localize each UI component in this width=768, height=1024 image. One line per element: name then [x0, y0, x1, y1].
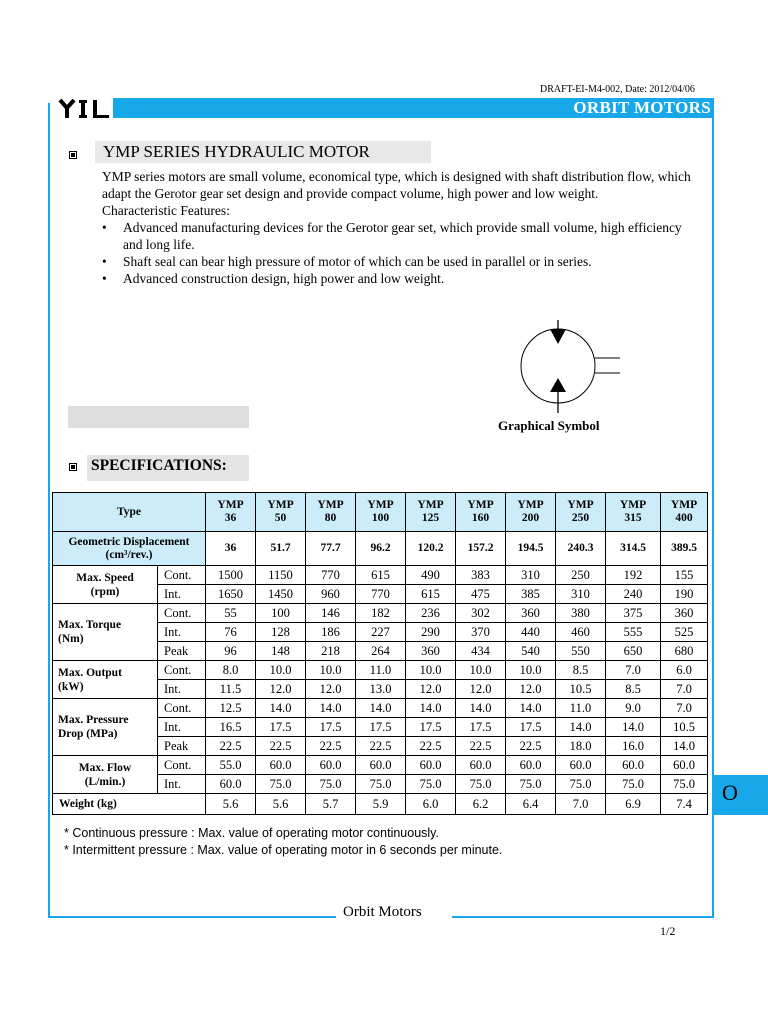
table-cell: 8.5	[606, 680, 661, 699]
header-bar	[113, 98, 714, 118]
motor-graphical-symbol	[510, 320, 630, 415]
cell-line: (cm³/rev.)	[105, 548, 153, 561]
table-cell: 75.0	[556, 775, 606, 794]
cell-line: 100	[371, 512, 390, 524]
cell-line: YMP	[267, 499, 294, 511]
table-cell: 11.0	[556, 699, 606, 718]
cell-line: YMP	[367, 499, 394, 511]
table-cell: 16.5	[206, 718, 256, 737]
table-cell: 60.0	[606, 756, 661, 775]
table-cell: 60.0	[556, 756, 606, 775]
table-cell: 615	[356, 566, 406, 585]
footnotes	[64, 825, 502, 859]
table-cell: 290	[406, 623, 456, 642]
table-row	[53, 661, 708, 680]
row-sub-label: Int.	[158, 775, 206, 794]
cell-line: Max. Flow	[78, 761, 132, 774]
table-cell: 7.0	[606, 661, 661, 680]
table-cell: 360	[406, 642, 456, 661]
cell-line: YMP	[517, 499, 544, 511]
table-cell: 10.0	[406, 661, 456, 680]
table-cell: 186	[306, 623, 356, 642]
table-cell: 7.0	[661, 699, 708, 718]
table-cell: 240.3	[556, 532, 606, 566]
table-row	[53, 566, 708, 585]
table-cell: 14.0	[556, 718, 606, 737]
table-cell: 22.5	[356, 737, 406, 756]
cell-line: YMP	[317, 499, 344, 511]
cell-line: YMP	[619, 499, 647, 511]
cell-line: Max. Output	[58, 666, 122, 679]
table-cell: 75.0	[506, 775, 556, 794]
model-header	[206, 493, 256, 532]
table-cell: 7.0	[661, 680, 708, 699]
table-cell: 525	[661, 623, 708, 642]
table-cell: 434	[456, 642, 506, 661]
table-cell: 960	[306, 585, 356, 604]
table-cell: 22.5	[256, 737, 306, 756]
table-cell: 17.5	[406, 718, 456, 737]
table-cell: 12.5	[206, 699, 256, 718]
table-cell: 770	[356, 585, 406, 604]
table-cell: 7.0	[556, 794, 606, 815]
table-cell: 6.2	[456, 794, 506, 815]
cell-line: 125	[421, 512, 440, 524]
cell-line: (rpm)	[90, 585, 120, 598]
table-cell: 75.0	[456, 775, 506, 794]
table-cell: 77.7	[306, 532, 356, 566]
table-cell: 96	[206, 642, 256, 661]
table-cell: 76	[206, 623, 256, 642]
cell-line: 250	[571, 512, 590, 524]
intro-text-block	[102, 168, 702, 287]
table-cell: 60.0	[256, 756, 306, 775]
section-title-shade	[95, 141, 431, 163]
row-sub-label: Cont.	[158, 566, 206, 585]
table-cell: 75.0	[256, 775, 306, 794]
section-bullet-icon	[69, 151, 77, 159]
footer-title: Orbit Motors	[343, 904, 422, 920]
table-cell: 218	[306, 642, 356, 661]
table-cell: 14.0	[606, 718, 661, 737]
table-cell: 14.0	[661, 737, 708, 756]
table-cell: 440	[506, 623, 556, 642]
table-cell: 14.0	[506, 699, 556, 718]
features-label: Characteristic Features:	[102, 203, 230, 218]
table-cell: 17.5	[256, 718, 306, 737]
table-row	[53, 604, 708, 623]
cell-line: 315	[624, 512, 642, 524]
cell-line: YMP	[567, 499, 594, 511]
cell-line: YMP	[417, 499, 444, 511]
table-cell: 60.0	[356, 756, 406, 775]
table-cell: 383	[456, 566, 506, 585]
symbol-caption: Graphical Symbol	[498, 418, 600, 433]
table-cell: 615	[406, 585, 456, 604]
table-cell: 10.0	[456, 661, 506, 680]
frame-bottom-left-rule	[48, 916, 336, 918]
company-logo	[58, 95, 114, 119]
table-cell: 5.7	[306, 794, 356, 815]
table-row	[53, 699, 708, 718]
table-cell: 182	[356, 604, 406, 623]
table-cell: 60.0	[661, 756, 708, 775]
table-cell: 7.4	[661, 794, 708, 815]
displacement-label	[53, 532, 206, 566]
table-cell: 155	[661, 566, 708, 585]
table-row	[53, 756, 708, 775]
table-cell: 18.0	[556, 737, 606, 756]
row-sub-label: Int.	[158, 718, 206, 737]
table-cell: 10.0	[506, 661, 556, 680]
table-cell: 1650	[206, 585, 256, 604]
table-cell: 60.0	[206, 775, 256, 794]
row-sub-label: Cont.	[158, 699, 206, 718]
features-list	[102, 219, 702, 287]
table-cell: 490	[406, 566, 456, 585]
table-cell: 770	[306, 566, 356, 585]
table-cell: 1500	[206, 566, 256, 585]
table-cell: 370	[456, 623, 506, 642]
section-title-shade	[87, 455, 249, 481]
row-group-label	[53, 756, 158, 794]
table-cell: 1150	[256, 566, 306, 585]
table-cell: 120.2	[406, 532, 456, 566]
table-cell: 310	[506, 566, 556, 585]
table-cell: 16.0	[606, 737, 661, 756]
table-cell: 12.0	[406, 680, 456, 699]
table-cell: 555	[606, 623, 661, 642]
table-cell: 5.6	[206, 794, 256, 815]
cell-line: (kW)	[58, 680, 84, 693]
table-cell: 14.0	[406, 699, 456, 718]
table-cell: 8.5	[556, 661, 606, 680]
table-cell: 12.0	[306, 680, 356, 699]
cell-line: Max. Torque	[58, 619, 122, 631]
table-cell: 146	[306, 604, 356, 623]
table-cell: 17.5	[306, 718, 356, 737]
table-row	[53, 532, 708, 566]
weight-label: Weight (kg)	[53, 794, 206, 815]
table-cell: 55.0	[206, 756, 256, 775]
table-cell: 12.0	[256, 680, 306, 699]
section-bullet-icon	[69, 463, 77, 471]
table-cell: 240	[606, 585, 661, 604]
table-cell: 310	[556, 585, 606, 604]
model-header	[506, 493, 556, 532]
table-cell: 11.0	[356, 661, 406, 680]
table-cell: 12.0	[506, 680, 556, 699]
table-header-row	[53, 493, 708, 532]
model-header	[661, 493, 708, 532]
table-cell: 1450	[256, 585, 306, 604]
cell-line: YMP	[467, 499, 494, 511]
table-cell: 9.0	[606, 699, 661, 718]
cell-line: Drop (MPa)	[58, 728, 118, 740]
table-cell: 375	[606, 604, 661, 623]
table-cell: 6.0	[661, 661, 708, 680]
table-cell: 380	[556, 604, 606, 623]
table-cell: 128	[256, 623, 306, 642]
table-cell: 75.0	[606, 775, 661, 794]
row-sub-label: Int.	[158, 680, 206, 699]
table-cell: 389.5	[661, 532, 708, 566]
model-header	[256, 493, 306, 532]
cell-line: 36	[224, 512, 237, 524]
table-cell: 385	[506, 585, 556, 604]
table-cell: 5.6	[256, 794, 306, 815]
table-cell: 60.0	[306, 756, 356, 775]
table-cell: 6.9	[606, 794, 661, 815]
page-number: 1/2	[660, 924, 676, 938]
row-sub-label: Cont.	[158, 756, 206, 775]
table-cell: 10.0	[256, 661, 306, 680]
table-cell: 22.5	[456, 737, 506, 756]
document-id: DRAFT-EI-M4-002, Date: 2012/04/06	[540, 84, 695, 95]
table-cell: 360	[506, 604, 556, 623]
table-cell: 60.0	[456, 756, 506, 775]
table-cell: 8.0	[206, 661, 256, 680]
cell-line: 400	[675, 512, 693, 524]
table-cell: 75.0	[356, 775, 406, 794]
table-cell: 22.5	[206, 737, 256, 756]
table-cell: 60.0	[406, 756, 456, 775]
table-cell: 17.5	[356, 718, 406, 737]
table-cell: 22.5	[306, 737, 356, 756]
table-cell: 460	[556, 623, 606, 642]
cell-line: (L/min.)	[84, 775, 126, 788]
table-cell: 11.5	[206, 680, 256, 699]
cell-line: YMP	[670, 499, 698, 511]
model-header	[606, 493, 661, 532]
specifications-table	[52, 492, 708, 815]
table-cell: 227	[356, 623, 406, 642]
table-cell: 192	[606, 566, 661, 585]
feature-item: • Advanced construction design, high power and low weight.	[102, 270, 702, 287]
cell-line: 50	[274, 512, 287, 524]
cell-line: Geometric Displacement	[68, 535, 190, 548]
model-header	[356, 493, 406, 532]
table-cell: 5.9	[356, 794, 406, 815]
model-header	[456, 493, 506, 532]
section-title: YMP SERIES HYDRAULIC MOTOR	[103, 142, 370, 161]
cell-line: 80	[324, 512, 337, 524]
table-cell: 14.0	[356, 699, 406, 718]
row-sub-label: Cont.	[158, 661, 206, 680]
footnote: * Intermittent pressure : Max. value of operating motor in 6 seconds per minute.	[64, 843, 503, 857]
table-cell: 194.5	[506, 532, 556, 566]
table-cell: 475	[456, 585, 506, 604]
row-sub-label: Int.	[158, 623, 206, 642]
table-cell: 17.5	[456, 718, 506, 737]
table-cell: 6.4	[506, 794, 556, 815]
grey-placeholder-bar	[68, 406, 249, 428]
frame-bottom-right-rule	[452, 916, 714, 918]
table-cell: 302	[456, 604, 506, 623]
table-cell: 55	[206, 604, 256, 623]
header-title: ORBIT MOTORS	[573, 98, 711, 117]
cell-line: YMP	[217, 499, 244, 511]
feature-item: • Shaft seal can bear high pressure of motor of which can be used in parallel or in series.	[102, 253, 702, 270]
frame-left-rule	[48, 103, 50, 918]
table-cell: 22.5	[406, 737, 456, 756]
table-cell: 680	[661, 642, 708, 661]
row-group-label	[53, 566, 158, 604]
table-cell: 540	[506, 642, 556, 661]
cell-line: (Nm)	[58, 633, 84, 645]
table-cell: 14.0	[256, 699, 306, 718]
row-group-label	[53, 604, 158, 661]
section-index-tab[interactable]	[713, 775, 768, 815]
table-cell: 75.0	[406, 775, 456, 794]
intro-paragraph: YMP series motors are small volume, economical type, which is designed with shaft distribution flow, which adapt the Gerotor gear set design and provide compact volume, high power and low weight.	[102, 169, 691, 201]
table-cell: 6.0	[406, 794, 456, 815]
row-group-label	[53, 661, 158, 699]
table-row	[53, 794, 708, 815]
row-group-label	[53, 699, 158, 756]
table-cell: 96.2	[356, 532, 406, 566]
feature-item: • Advanced manufacturing devices for the Gerotor gear set, which provide small volume, high efficiency and long life.	[102, 219, 702, 253]
table-cell: 75.0	[306, 775, 356, 794]
table-cell: 190	[661, 585, 708, 604]
cell-line: 200	[521, 512, 540, 524]
table-cell: 10.0	[306, 661, 356, 680]
table-cell: 10.5	[556, 680, 606, 699]
table-cell: 14.0	[306, 699, 356, 718]
table-cell: 360	[661, 604, 708, 623]
section-index-letter: O	[722, 780, 738, 805]
table-cell: 10.5	[661, 718, 708, 737]
type-header: Type	[53, 493, 206, 532]
model-header	[406, 493, 456, 532]
table-cell: 51.7	[256, 532, 306, 566]
table-cell: 22.5	[506, 737, 556, 756]
table-cell: 12.0	[456, 680, 506, 699]
cell-line: Max. Speed	[76, 571, 134, 584]
table-cell: 60.0	[506, 756, 556, 775]
table-cell: 75.0	[661, 775, 708, 794]
footnote: * Continuous pressure : Max. value of operating motor continuously.	[64, 826, 439, 840]
table-cell: 36	[206, 532, 256, 566]
row-sub-label: Int.	[158, 585, 206, 604]
table-cell: 650	[606, 642, 661, 661]
table-cell: 250	[556, 566, 606, 585]
table-cell: 148	[256, 642, 306, 661]
cell-line: Max. Pressure	[58, 714, 129, 726]
model-header	[306, 493, 356, 532]
model-header	[556, 493, 606, 532]
row-sub-label: Cont.	[158, 604, 206, 623]
table-cell: 17.5	[506, 718, 556, 737]
section-title: SPECIFICATIONS:	[91, 457, 227, 474]
row-sub-label: Peak	[158, 642, 206, 661]
table-cell: 264	[356, 642, 406, 661]
table-cell: 13.0	[356, 680, 406, 699]
table-cell: 550	[556, 642, 606, 661]
table-cell: 100	[256, 604, 306, 623]
cell-line: 160	[471, 512, 490, 524]
table-cell: 236	[406, 604, 456, 623]
table-cell: 157.2	[456, 532, 506, 566]
row-sub-label: Peak	[158, 737, 206, 756]
table-cell: 314.5	[606, 532, 661, 566]
table-cell: 14.0	[456, 699, 506, 718]
